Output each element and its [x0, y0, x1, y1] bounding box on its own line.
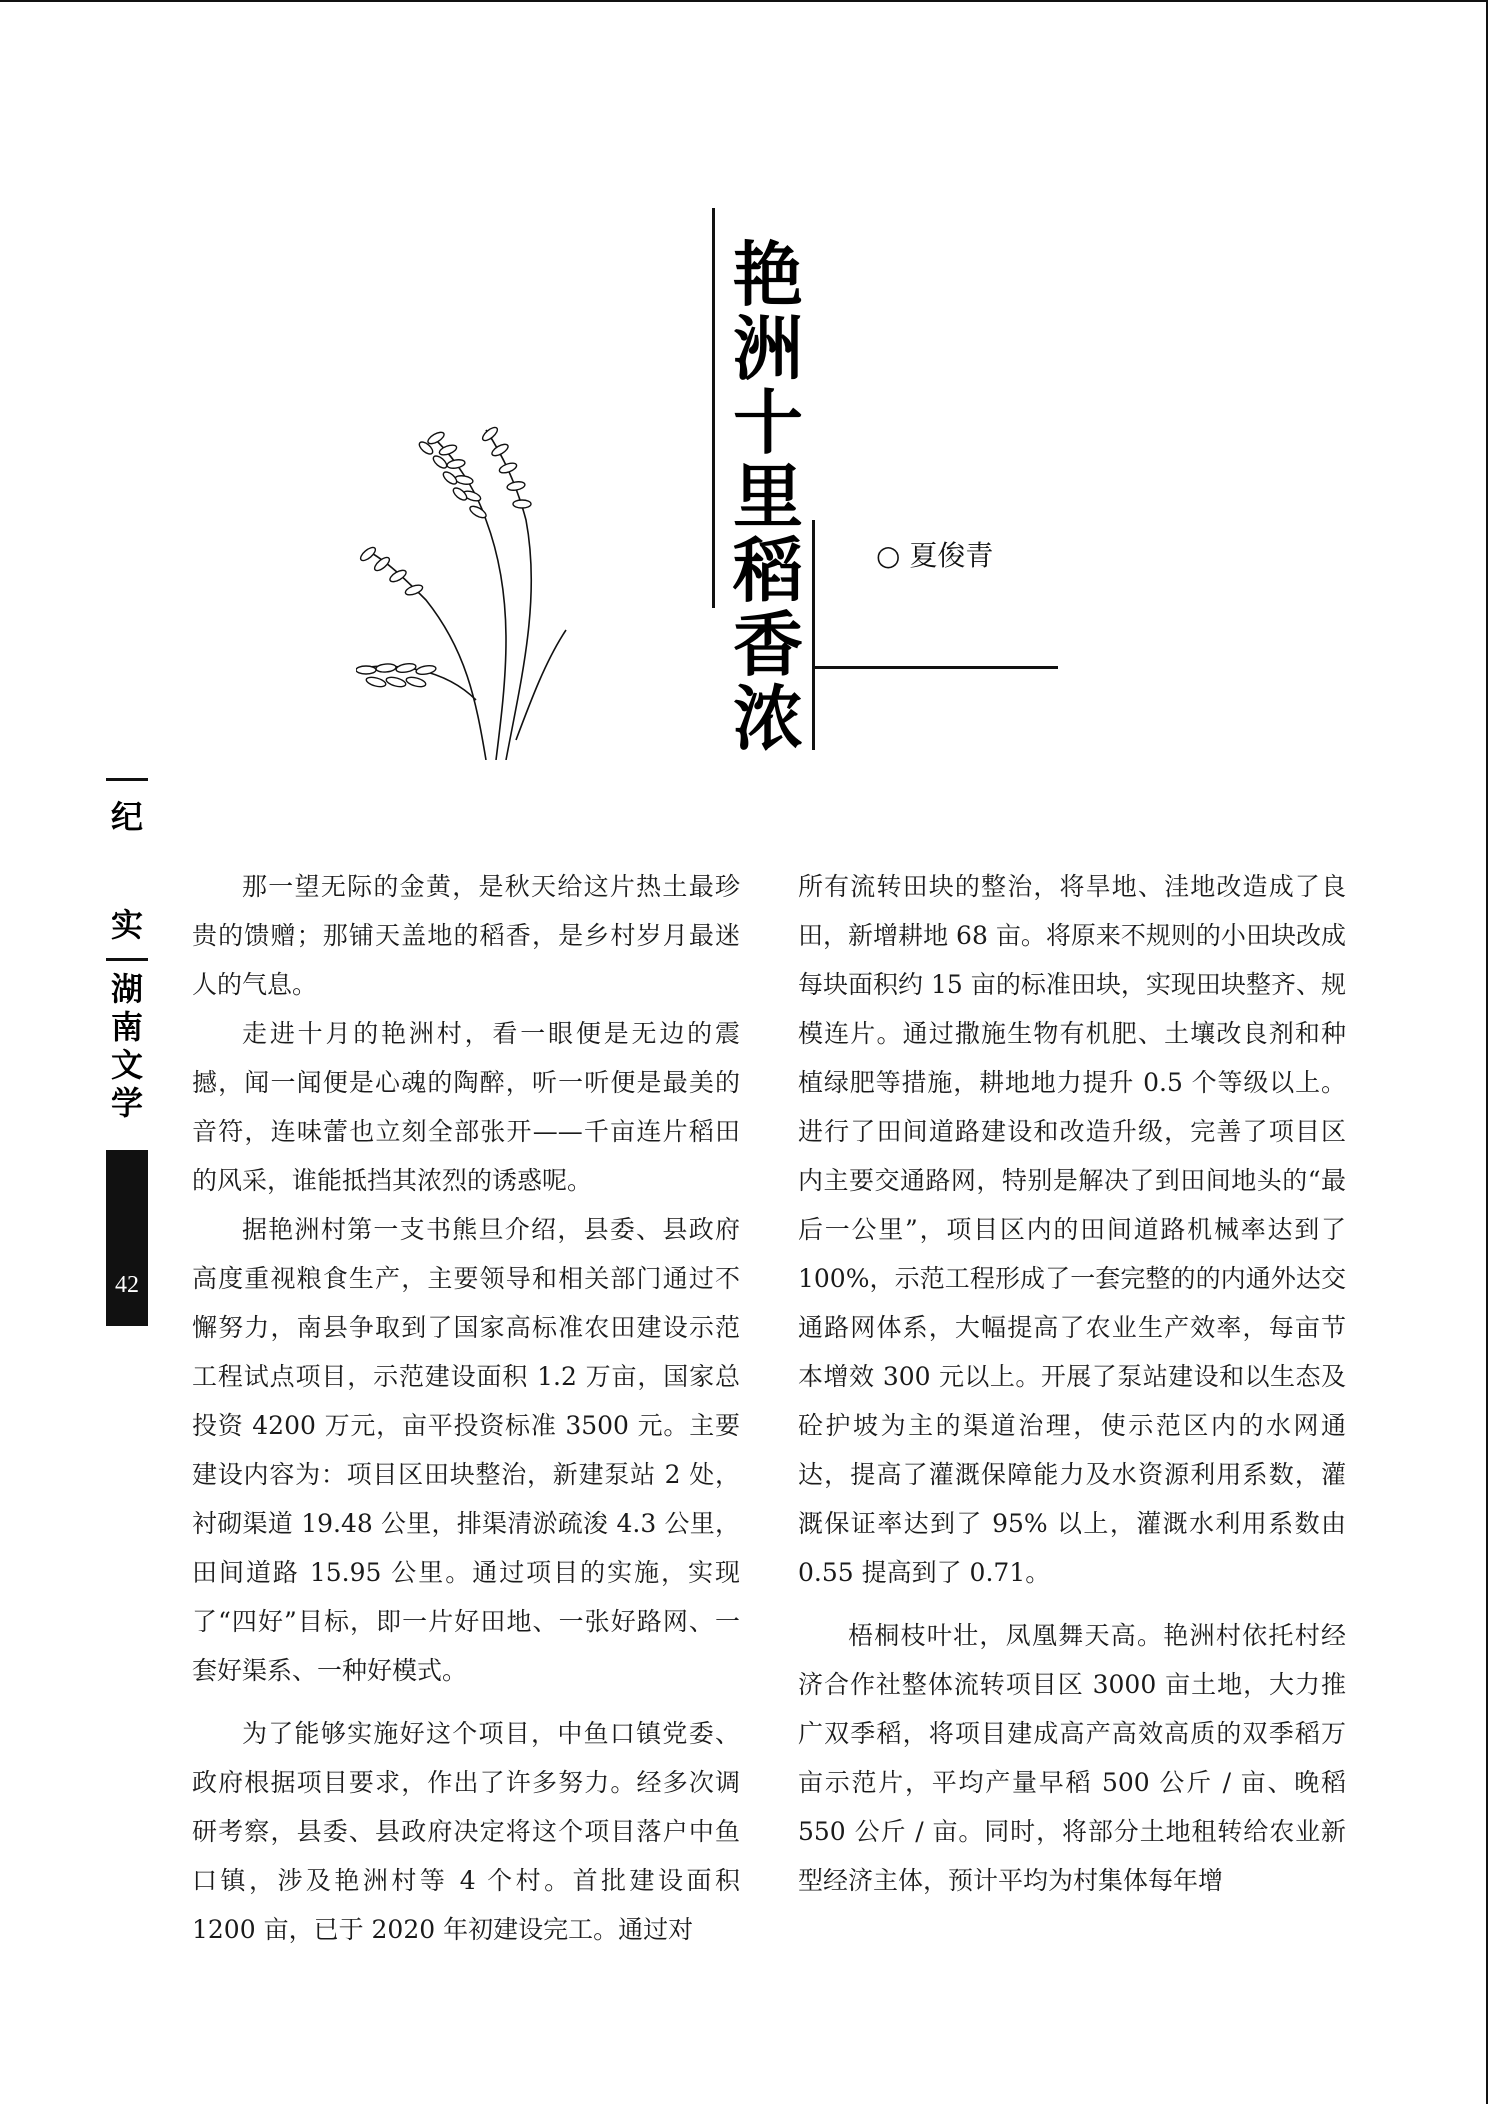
article-title	[728, 234, 808, 760]
title-char: 浓	[733, 678, 803, 760]
body-right-column	[798, 862, 1346, 1905]
svg-text:文: 文	[110, 1046, 144, 1084]
page-number-block	[106, 1150, 148, 1326]
paragraph: 据艳洲村第一支书熊旦介绍，县委、县政府高度重视粮食生产，主要领导和相关部门通过不懈努力，南县争取到了国家高标准农田建设示范工程试点项目，示范建设面积 1.2 万亩，国家总投资 4200 万元，亩平投资标准 3500 元。主要建设内容为：项目区田块整治，新建泵站 2 处，衬砌渠道 19.48 公里，排渠清淤疏浚 4.3 公里，田间道路 15.95 公里。通过项目的实施，实现了“四好”目标，即一片好田地、一张好路网、一套好渠系、一种好模式。	[192, 1215, 740, 1685]
title-char: 稻	[733, 530, 803, 612]
paragraph: 为了能够实施好这个项目，中鱼口镇党委、政府根据项目要求，作出了许多努力。经多次调研考察，县委、县政府决定将这个项目落户中鱼口镇，涉及艳洲村等 4 个村。首批建设面积 1200 亩，已于 2020 年初建设完工。通过对	[192, 1719, 740, 1944]
rice-stalk-illustration	[356, 400, 586, 760]
paragraph: 走进十月的艳洲村，看一眼便是无边的震撼，闻一闻便是心魂的陶醉，听一听便是最美的音符，连味蕾也立刻全部张开——千亩连片稻田的风采，谁能抵挡其浓烈的诱惑呢。	[192, 1019, 740, 1195]
section-label-char: 实	[110, 906, 143, 944]
svg-text:南: 南	[110, 1008, 144, 1046]
author-byline: ○ 夏俊青	[876, 539, 994, 572]
title-char: 十	[733, 382, 803, 464]
title-rule-horizontal	[812, 666, 1058, 669]
page-top-border	[0, 0, 1488, 2]
title-char: 香	[733, 604, 803, 686]
paragraph: 那一望无际的金黄，是秋天给这片热土最珍贵的馈赠；那铺天盖地的稻香，是乡村岁月最迷人的气息。	[192, 872, 740, 999]
title-char: 艳	[733, 234, 803, 316]
paragraph: 梧桐枝叶壮，凤凰舞天高。艳洲村依托村经济合作社整体流转项目区 3000 亩土地，大力推广双季稻，将项目建成高产高效高质的双季稻万亩示范片，平均产量早稻 500 公斤 / 亩、晚稻 550 公斤 / 亩。同时，将部分土地租转给农业新型经济主体，预计平均为村集体每年增	[798, 1621, 1346, 1895]
section-label-char: 纪	[110, 798, 143, 836]
section-rule-bottom	[106, 958, 148, 961]
svg-text:学: 学	[110, 1084, 144, 1122]
svg-text:湖: 湖	[110, 970, 144, 1008]
title-char: 里	[733, 456, 803, 538]
magazine-logo	[106, 966, 148, 1126]
page-number: 42	[115, 1272, 139, 1298]
body-left-column	[192, 862, 740, 1954]
title-rule-right	[812, 520, 815, 750]
title-char: 洲	[733, 308, 803, 390]
title-rule-left	[712, 208, 715, 608]
section-rule-top	[106, 778, 148, 781]
paragraph: 所有流转田块的整治，将旱地、洼地改造成了良田，新增耕地 68 亩。将原来不规则的小田块改成每块面积约 15 亩的标准田块，实现田块整齐、规模连片。通过撒施生物有机肥、土壤改良剂和种植绿肥等措施，耕地地力提升 0.5 个等级以上。进行了田间道路建设和改造升级，完善了项目区内主要交通路网，特别是解决了到田间地头的“最后一公里”，项目区内的田间道路机械率达到了 100%，示范工程形成了一套完整的的内通外达交通路网体系，大幅提高了农业生产效率，每亩节本增效 300 元以上。开展了泵站建设和以生态及砼护坡为主的渠道治理，使示范区内的水网通达，提高了灌溉保障能力及水资源利用系数，灌溉保证率达到了 95% 以上，灌溉水利用系数由 0.55 提高到了 0.71。	[798, 872, 1346, 1587]
